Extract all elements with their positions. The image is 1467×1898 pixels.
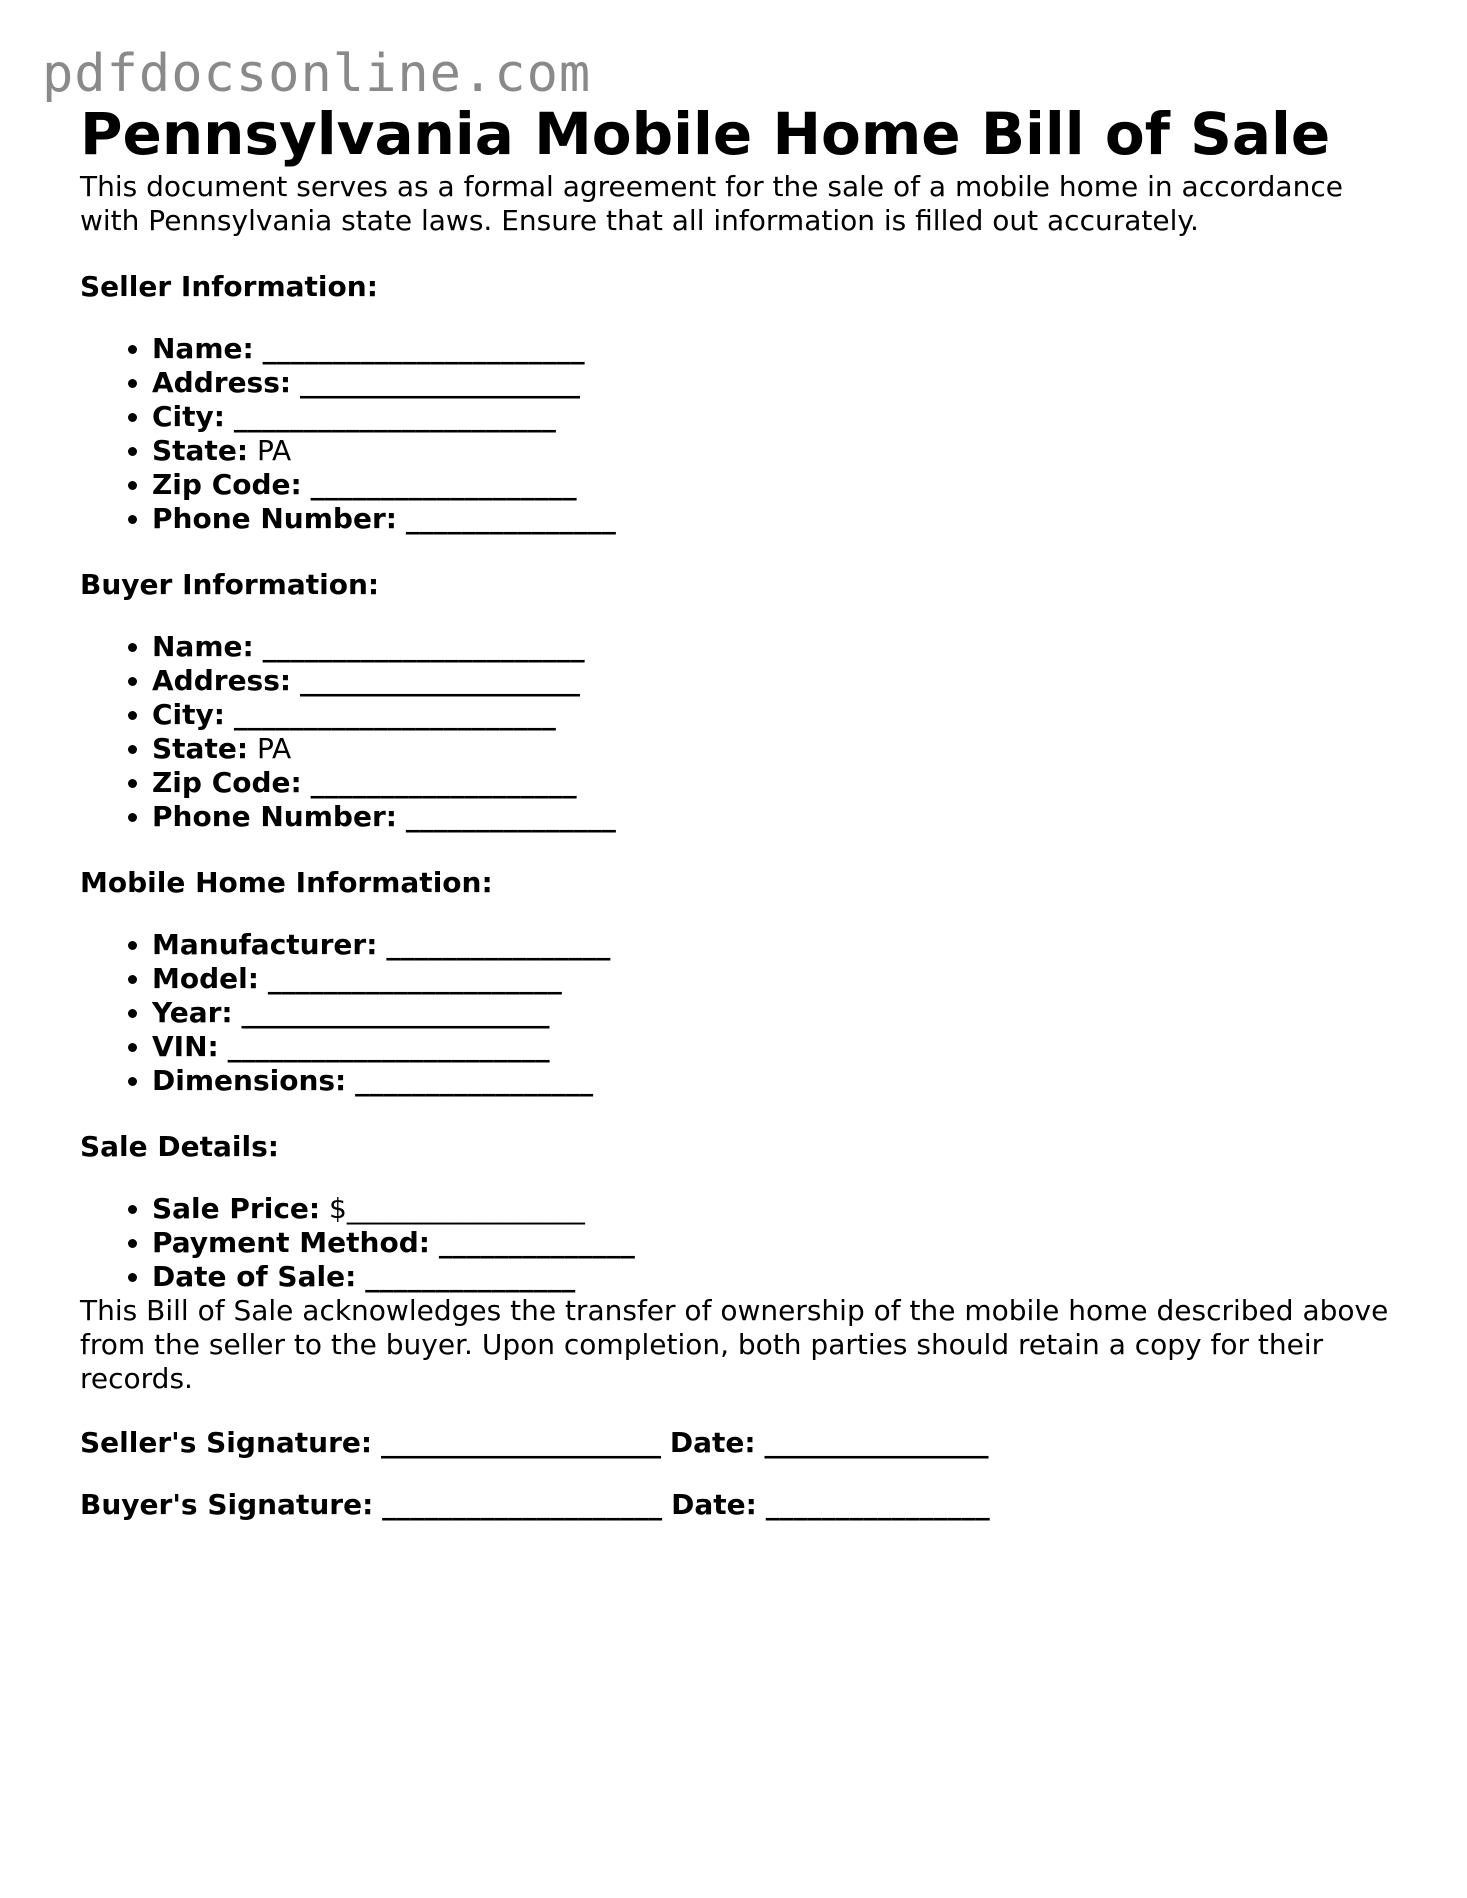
blank-line[interactable]: _______________________ (262, 331, 585, 365)
payment-method-field[interactable] (152, 1226, 1400, 1260)
field-label: Model: (152, 961, 259, 995)
seller-city-field[interactable] (152, 400, 1400, 434)
field-label: Year: (152, 995, 233, 1029)
seller-zip-field[interactable] (152, 468, 1400, 502)
blank-line[interactable]: _______________ (405, 799, 616, 833)
buyer-phone-field[interactable] (152, 800, 1400, 834)
blank-line[interactable]: _______________ (405, 501, 616, 535)
seller-date-line[interactable]: ________________ (764, 1425, 989, 1459)
buyer-city-field[interactable] (152, 698, 1400, 732)
field-label: Zip Code: (152, 467, 302, 501)
buyer-name-field[interactable] (152, 630, 1400, 664)
watermark: pdfdocsonline.com (42, 44, 592, 104)
buyer-address-field[interactable] (152, 664, 1400, 698)
seller-phone-field[interactable] (152, 502, 1400, 536)
field-label: Manufacturer: (152, 927, 378, 961)
blank-line[interactable]: _____________________ (267, 961, 562, 995)
blank-line[interactable]: _______________ (365, 1259, 576, 1293)
field-label: VIN: (152, 1029, 219, 1063)
blank-line[interactable]: _______________________ (262, 629, 585, 663)
blank-line[interactable]: ___________________ (310, 765, 577, 799)
field-label: City: (152, 399, 225, 433)
field-label: Sale Price: (152, 1191, 321, 1225)
blank-line[interactable]: $_________________ (329, 1191, 585, 1225)
document-title: Pennsylvania Mobile Home Bill of Sale (80, 100, 1331, 168)
field-label: City: (152, 697, 225, 731)
field-label: Name: (152, 331, 254, 365)
field-label: Phone Number: (152, 799, 397, 833)
blank-line[interactable]: _______________________ (227, 1029, 550, 1063)
field-value: PA (256, 433, 292, 467)
mobile-home-heading: Mobile Home Information: (80, 865, 493, 899)
buyer-zip-field[interactable] (152, 766, 1400, 800)
closing-paragraph: This Bill of Sale acknowledges the transfer of ownership of the mobile home described above from the seller to the buyer. Upon completion, both parties should retain a copy for their records. (80, 1293, 1389, 1395)
mobile-home-fields (80, 928, 1400, 1098)
field-label: Zip Code: (152, 765, 302, 799)
buyer-date-line[interactable]: ________________ (765, 1487, 990, 1521)
field-label: State: (152, 433, 249, 467)
seller-address-field[interactable] (152, 366, 1400, 400)
field-label: Phone Number: (152, 501, 397, 535)
intro-paragraph: This document serves as a formal agreement for the sale of a mobile home in accordance with Pennsylvania state laws. Ensure that all information is filled out accurately. (80, 169, 1343, 237)
vin-field[interactable] (152, 1030, 1400, 1064)
blank-line[interactable]: ____________________ (300, 663, 580, 697)
date-of-sale-field[interactable] (152, 1260, 1400, 1294)
seller-signature-row[interactable] (80, 1426, 1400, 1460)
seller-date-label: Date: (669, 1425, 756, 1459)
blank-line[interactable]: _________________ (355, 1063, 594, 1097)
field-label: Payment Method: (152, 1225, 430, 1259)
field-label: Name: (152, 629, 254, 663)
manufacturer-field[interactable] (152, 928, 1400, 962)
seller-signature-label: Seller's Signature: (80, 1425, 373, 1459)
seller-heading: Seller Information: (80, 269, 378, 303)
year-field[interactable] (152, 996, 1400, 1030)
field-label: Address: (152, 365, 292, 399)
blank-line[interactable]: ___________________ (310, 467, 577, 501)
buyer-signature-row[interactable] (80, 1488, 1400, 1522)
blank-line[interactable]: ________________ (386, 927, 611, 961)
buyer-heading: Buyer Information: (80, 567, 380, 601)
buyer-signature-label: Buyer's Signature: (80, 1487, 374, 1521)
field-value: PA (256, 731, 292, 765)
document-page (80, 100, 1400, 1522)
blank-line[interactable]: ______________ (438, 1225, 635, 1259)
blank-line[interactable]: _______________________ (233, 399, 556, 433)
dimensions-field[interactable] (152, 1064, 1400, 1098)
sale-details-fields (80, 1192, 1400, 1294)
buyer-signature-line[interactable]: ____________________ (382, 1487, 663, 1521)
model-field[interactable] (152, 962, 1400, 996)
field-label: Dimensions: (152, 1063, 347, 1097)
sale-details-heading: Sale Details: (80, 1129, 279, 1163)
blank-line[interactable]: _______________________ (233, 697, 556, 731)
buyer-date-label: Date: (671, 1487, 757, 1521)
sale-price-field[interactable] (152, 1192, 1400, 1226)
buyer-fields (80, 630, 1400, 834)
seller-state-field (152, 434, 1400, 468)
seller-signature-line[interactable]: ____________________ (381, 1425, 661, 1459)
seller-name-field[interactable] (152, 332, 1400, 366)
field-label: Date of Sale: (152, 1259, 357, 1293)
field-label: State: (152, 731, 249, 765)
blank-line[interactable]: ____________________ (300, 365, 580, 399)
blank-line[interactable]: ______________________ (241, 995, 550, 1029)
field-label: Address: (152, 663, 292, 697)
seller-fields (80, 332, 1400, 536)
buyer-state-field (152, 732, 1400, 766)
